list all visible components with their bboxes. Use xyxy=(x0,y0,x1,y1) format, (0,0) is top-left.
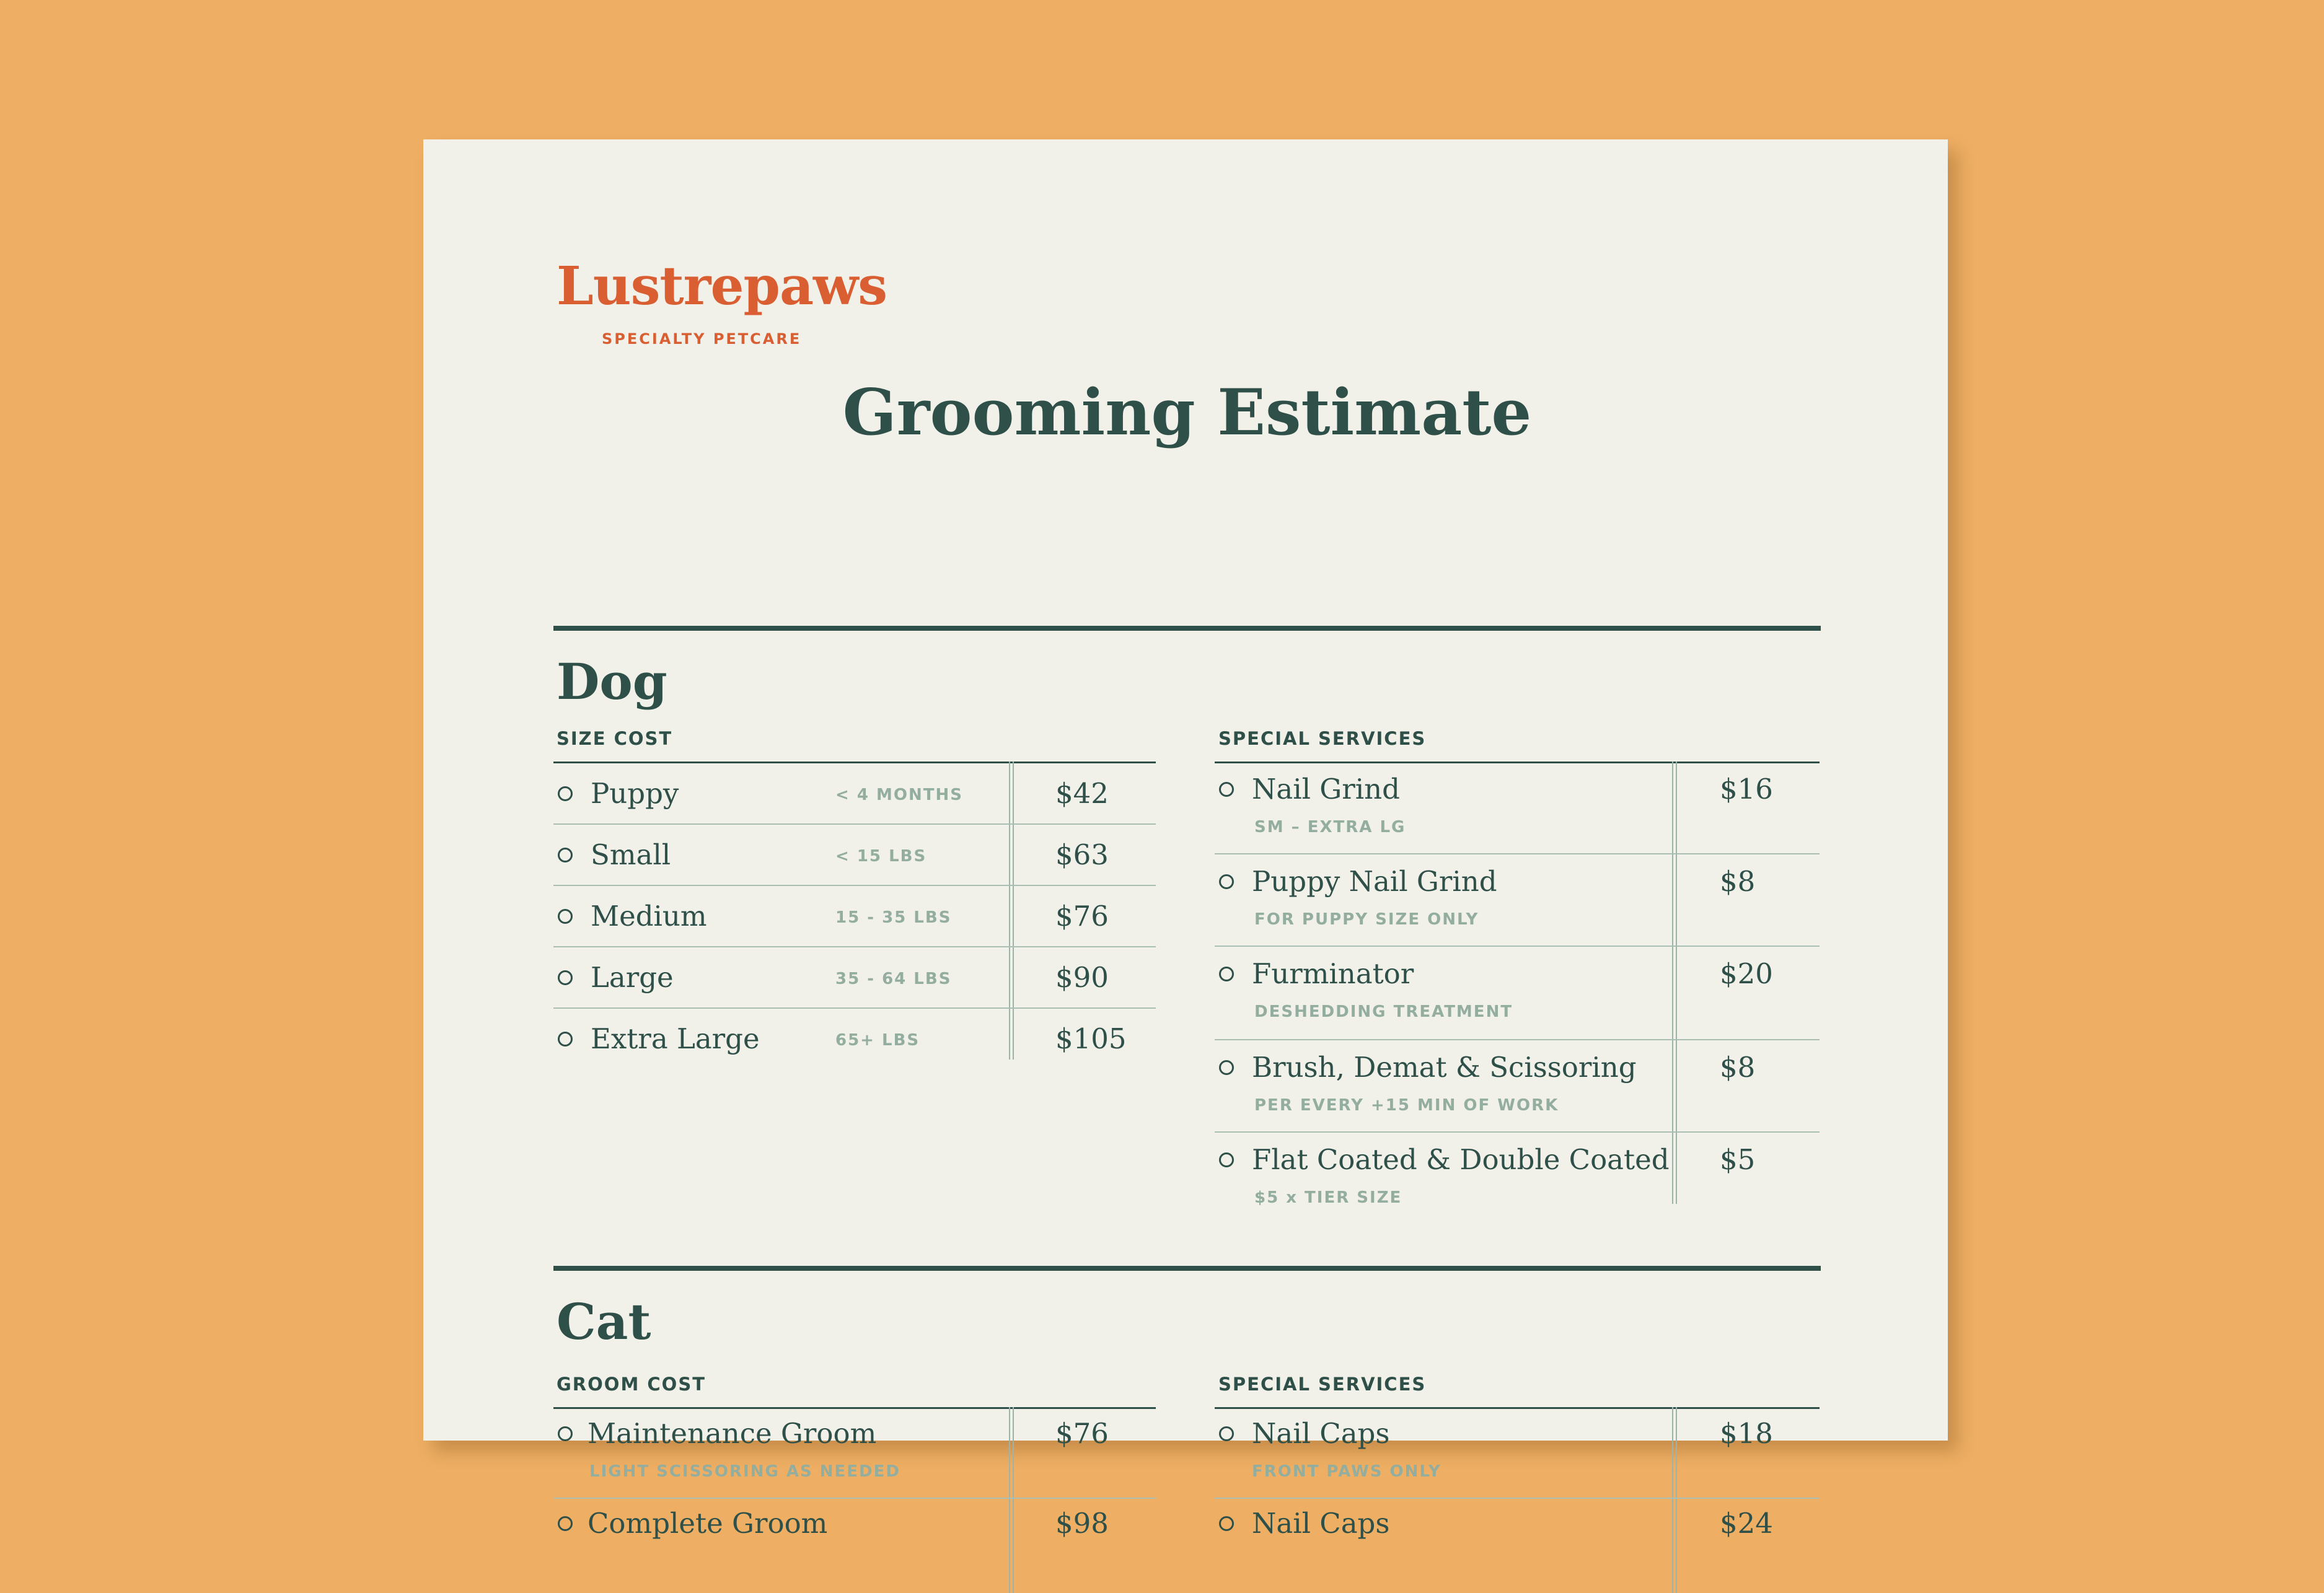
size-range: 15 - 35 LBS xyxy=(835,908,952,927)
radio-button[interactable] xyxy=(1219,1516,1234,1531)
service-name: Furminator xyxy=(1252,957,1414,990)
service-note: $5 x TIER SIZE xyxy=(1254,1188,1402,1207)
radio-button[interactable] xyxy=(558,909,573,924)
size-price: $42 xyxy=(1055,777,1109,810)
size-price: $76 xyxy=(1055,900,1109,933)
groom-option[interactable] xyxy=(553,1409,1156,1499)
groom-price: $98 xyxy=(1055,1507,1109,1540)
radio-button[interactable] xyxy=(1219,967,1234,981)
service-option[interactable] xyxy=(1215,1133,1820,1207)
dog-heading: Dog xyxy=(557,652,667,711)
service-option[interactable] xyxy=(1215,763,1820,854)
estimate-sheet xyxy=(423,139,1948,1540)
size-option[interactable] xyxy=(553,763,1156,825)
dog-size-table xyxy=(553,761,1156,1062)
service-price: $5 xyxy=(1720,1143,1756,1176)
page-title: Grooming Estimate xyxy=(842,375,1532,450)
size-name: Small xyxy=(591,838,671,871)
size-range: 65+ LBS xyxy=(835,1031,920,1050)
size-name: Medium xyxy=(591,900,707,933)
cat-groom-table xyxy=(553,1407,1156,1593)
service-option[interactable] xyxy=(1215,947,1820,1040)
size-range: 35 - 64 LBS xyxy=(835,970,952,988)
radio-button[interactable] xyxy=(1219,1426,1234,1441)
service-note: FOR PUPPY SIZE ONLY xyxy=(1254,910,1479,929)
size-option[interactable] xyxy=(553,886,1156,947)
service-name: Brush, Demat & Scissoring xyxy=(1252,1051,1637,1084)
groom-cost-label: GROOM COST xyxy=(557,1374,706,1395)
cat-special-table xyxy=(1215,1407,1820,1593)
radio-button[interactable] xyxy=(558,1516,573,1531)
groom-note: LIGHT SCISSORING AS NEEDED xyxy=(589,1462,900,1481)
radio-button[interactable] xyxy=(558,970,573,985)
size-price: $90 xyxy=(1055,961,1109,994)
sheet-content xyxy=(553,139,1821,1540)
cat-special-services-label: SPECIAL SERVICES xyxy=(1218,1374,1427,1395)
service-price: $16 xyxy=(1720,773,1773,805)
service-note: SM – EXTRA LG xyxy=(1254,818,1406,836)
radio-button[interactable] xyxy=(558,786,573,801)
size-cost-label: SIZE COST xyxy=(557,728,673,749)
service-option[interactable] xyxy=(1215,1409,1820,1499)
groom-option[interactable] xyxy=(553,1499,1156,1589)
service-note: FRONT PAWS ONLY xyxy=(1252,1462,1441,1481)
brand-tagline: SPECIALTY PETCARE xyxy=(602,330,802,348)
radio-button[interactable] xyxy=(1219,874,1234,889)
radio-button[interactable] xyxy=(558,1032,573,1047)
service-note: PER EVERY +15 MIN OF WORK xyxy=(1254,1096,1559,1115)
service-price: $8 xyxy=(1720,865,1756,898)
size-option[interactable] xyxy=(553,947,1156,1009)
cat-section-rule xyxy=(553,1266,1821,1271)
service-price: $8 xyxy=(1720,1051,1756,1084)
service-name: Nail Grind xyxy=(1252,773,1400,805)
radio-button[interactable] xyxy=(558,848,573,862)
size-price: $63 xyxy=(1055,838,1109,871)
service-option[interactable] xyxy=(1215,1499,1820,1589)
size-name: Extra Large xyxy=(591,1022,760,1055)
dog-special-services-label: SPECIAL SERVICES xyxy=(1218,728,1427,749)
groom-name: Maintenance Groom xyxy=(588,1417,877,1450)
service-option[interactable] xyxy=(1215,854,1820,947)
service-price: $24 xyxy=(1720,1507,1773,1540)
size-name: Large xyxy=(591,961,674,994)
radio-button[interactable] xyxy=(558,1426,573,1441)
size-range: < 4 MONTHS xyxy=(835,786,963,804)
groom-name: Complete Groom xyxy=(588,1507,828,1540)
groom-price: $76 xyxy=(1055,1417,1109,1450)
dog-section-rule xyxy=(553,626,1821,631)
size-option[interactable] xyxy=(553,825,1156,886)
radio-button[interactable] xyxy=(1219,1152,1234,1167)
cat-heading: Cat xyxy=(557,1292,651,1351)
service-option[interactable] xyxy=(1215,1040,1820,1133)
size-name: Puppy xyxy=(591,777,679,810)
size-range: < 15 LBS xyxy=(835,847,927,866)
service-name: Nail Caps xyxy=(1252,1417,1390,1450)
service-note: DESHEDDING TREATMENT xyxy=(1254,1003,1513,1021)
service-name: Nail Caps xyxy=(1252,1507,1390,1540)
service-name: Flat Coated & Double Coated xyxy=(1252,1143,1670,1176)
service-price: $18 xyxy=(1720,1417,1773,1450)
size-option[interactable] xyxy=(553,1009,1156,1060)
dog-special-table xyxy=(1215,761,1820,1206)
service-name: Puppy Nail Grind xyxy=(1252,865,1497,898)
radio-button[interactable] xyxy=(1219,782,1234,797)
size-price: $105 xyxy=(1055,1022,1127,1055)
brand-logo: Lustrepaws xyxy=(557,255,887,317)
radio-button[interactable] xyxy=(1219,1060,1234,1075)
service-price: $20 xyxy=(1720,957,1773,990)
